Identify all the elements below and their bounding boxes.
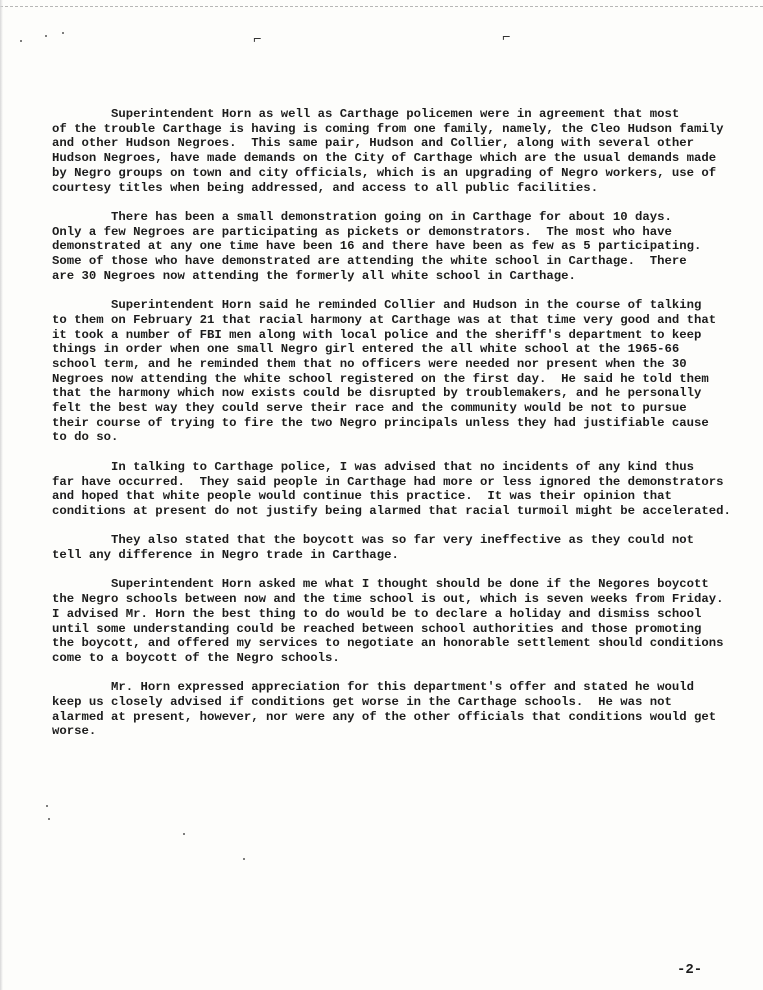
paragraph-police-report: In talking to Carthage police, I was advised that no incidents of any kind thus far have occurred. They said people in Carthage had more or less ignored the demonstrators and hoped that white people would continue this practice. It was their opinion that conditions at present do not justify being alarmed that racial turmoil might be accelerated.: [52, 459, 731, 518]
scan-speck: [46, 805, 48, 807]
scan-left-edge: [0, 0, 3, 990]
paragraph-advice: Superintendent Horn asked me what I thought should be done if the Negores boycott the Negro schools between now and the time school is out, which is seven weeks from Friday. I advised Mr. Horn the best thing to do would be to declare a holiday and dismiss school until some understanding could be reached between school authorities and those promoting the boycott, and offered my services to negotiate an honorable settlement should conditions come to a boycott of the Negro schools.: [52, 577, 724, 665]
scan-speck: [62, 32, 64, 34]
paragraph-demonstration: There has been a small demonstration going on in Carthage for about 10 days. Only a few Negroes are participating as pickets or demonstrators. The most who have demonstrated at any one time have been 16 and there have been as few as 5 participating. Some of those who have demonstrated are attending the white school in Carthage. There are 30 Negroes now attending the formerly all white school in Carthage.: [52, 209, 702, 283]
scan-speck: [45, 35, 47, 37]
paragraph-boycott: They also stated that the boycott was so far very ineffective as they could not tell any difference in Negro trade in Carthage.: [52, 533, 695, 563]
paragraph-horn-agreement: Superintendent Horn as well as Carthage policemen were in agreement that most of the trouble Carthage is having is coming from one family, namely, the Cleo Hudson family and other Hudson Negroes. This same pair, Hudson and Collier, along with several other Hudson Negroes, have made demands on the City of Carthage which are the usual demands made by Negro groups on town and city officials, which is an upgrading of Negro workers, use of courtesy titles when being addressed, and access to all public facilities.: [52, 107, 724, 195]
scan-top-edge: [0, 0, 763, 7]
page-number: -2-: [677, 962, 703, 978]
paragraph-reminder: Superintendent Horn said he reminded Collier and Hudson in the course of talking to them on February 21 that racial harmony at Carthage was at that time very good and that it took a number of FBI men along with local police and the sheriff's department to keep things in order when one small Negro girl entered the all white school at the 1965-66 school term, and he reminded them that no officers were needed nor present when the 30 Negroes now attending the white school registered on the first day. He said he told them that the harmony which now exists could be disrupted by troublemakers, and he personally felt the best way they could serve their race and the community would be not to pursue their course of trying to fire the two Negro principals unless they had justifiable cause to do so.: [52, 298, 717, 445]
scan-speck: [20, 40, 22, 42]
scan-speck: [243, 858, 245, 860]
paragraph-closing: Mr. Horn expressed appreciation for this department's offer and stated he would keep us closely advised if conditions get worse in the Carthage schools. He was not alarmed at present, however, nor were any of the other officials that conditions would get worse.: [52, 680, 717, 739]
scan-speck: [183, 833, 185, 835]
scan-mark-right: ⌐: [502, 30, 511, 46]
memo-body: [52, 107, 752, 754]
scan-mark-left: ⌐: [253, 32, 262, 48]
scan-speck: [48, 818, 50, 820]
